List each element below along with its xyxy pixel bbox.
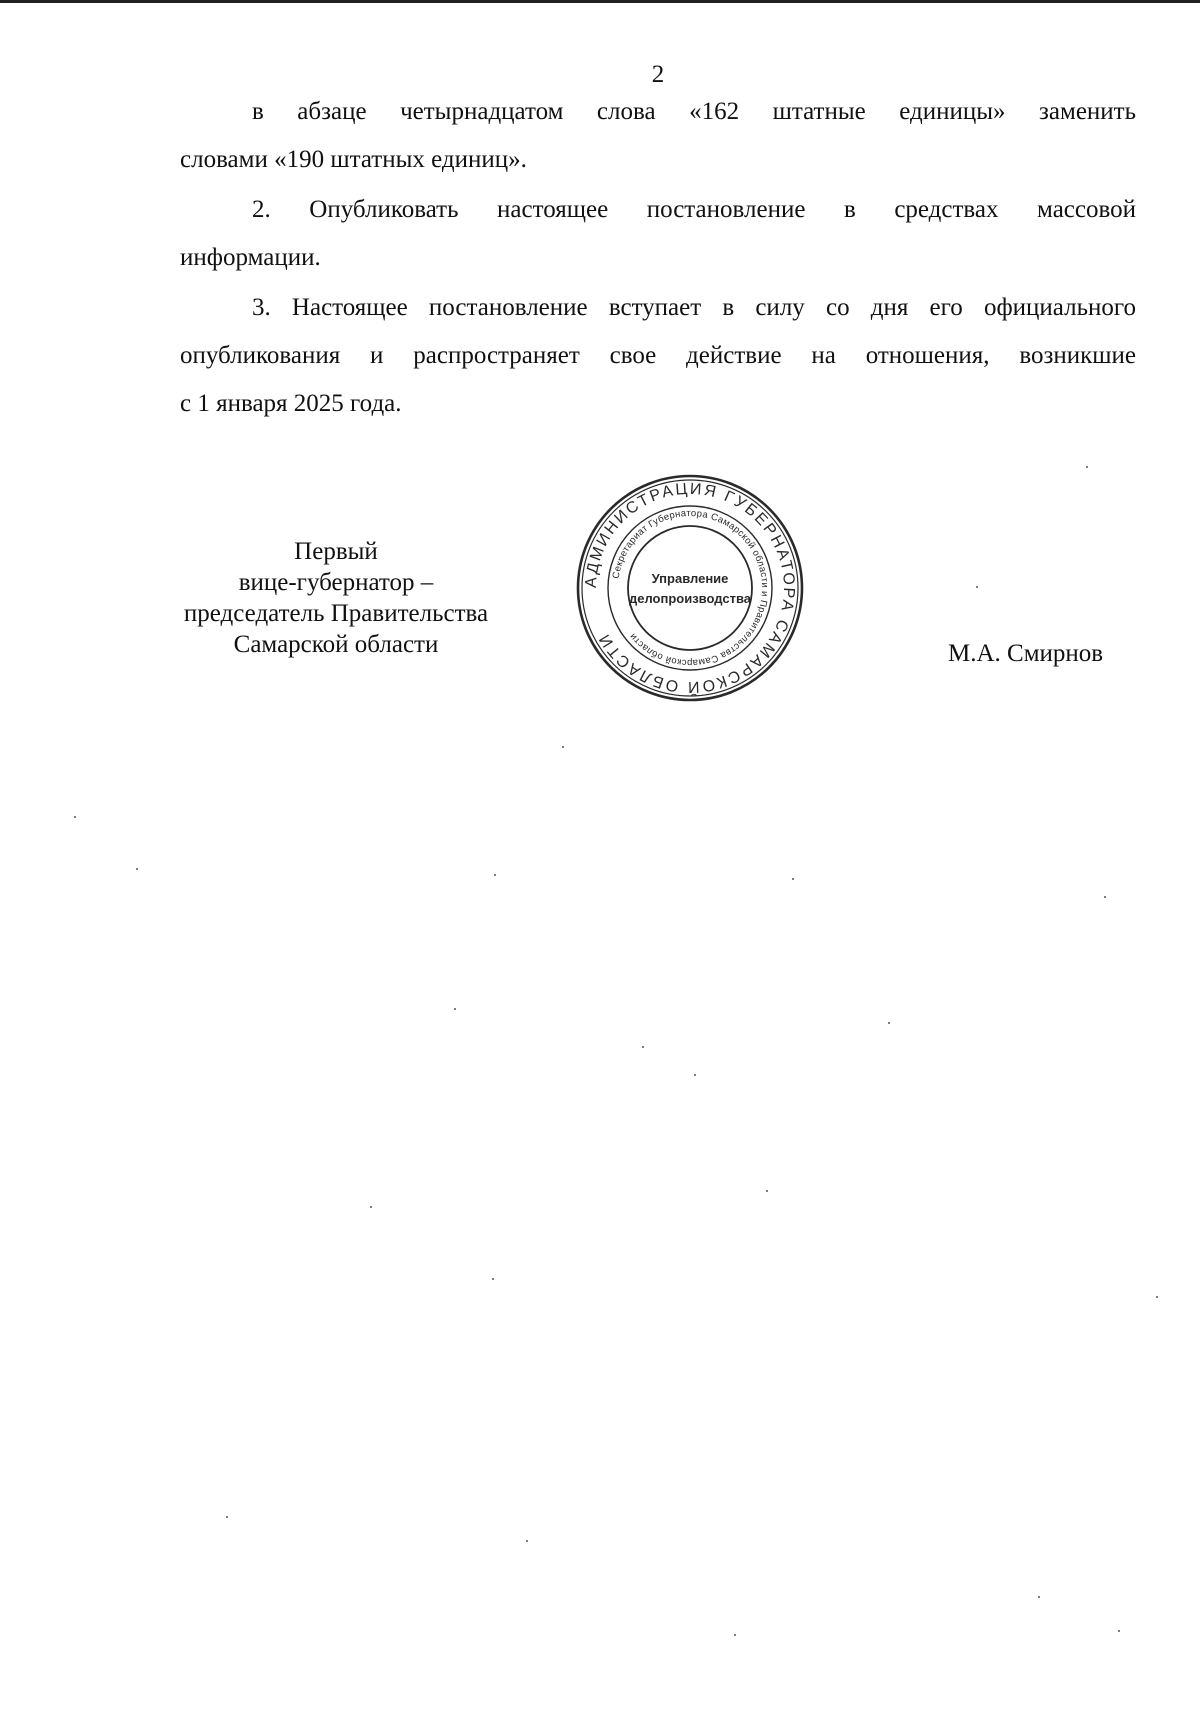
paragraph-line: 3. Настоящее постановление вступает в силу со дня его официального bbox=[252, 294, 1136, 321]
paragraph-amendment bbox=[180, 88, 1136, 184]
signatory-position-line: вице-губернатор – bbox=[238, 569, 434, 596]
scan-speck bbox=[1104, 896, 1106, 898]
scan-speck bbox=[1038, 1596, 1040, 1598]
scan-speck bbox=[888, 1022, 890, 1024]
scan-speck bbox=[734, 1634, 736, 1636]
signatory-position-line: Самарской области bbox=[233, 631, 439, 658]
scan-speck bbox=[766, 1190, 768, 1192]
paragraph-publication bbox=[180, 186, 1136, 282]
stamp-center-line: делопроизводства bbox=[628, 591, 752, 606]
signatory-position-line: председатель Правительства bbox=[183, 600, 489, 627]
stamp-inner-ring-text: Секретариат Губернатора Самарской области и Правительства Самарской области bbox=[610, 507, 771, 669]
top-border-line bbox=[0, 0, 1200, 3]
scan-speck bbox=[492, 1278, 494, 1280]
paragraph-line: в абзаце четырнадцатом слова «162 штатные единицы» заменить bbox=[252, 98, 1136, 125]
scan-speck bbox=[226, 1516, 228, 1518]
scan-speck bbox=[792, 878, 794, 880]
scan-speck bbox=[1086, 466, 1088, 468]
scan-speck bbox=[494, 874, 496, 876]
scan-speck bbox=[694, 1074, 696, 1076]
scan-speck bbox=[1156, 1296, 1158, 1298]
scan-speck bbox=[976, 586, 978, 588]
paragraph-line: 2. Опубликовать настоящее постановление в средствах массовой bbox=[252, 196, 1136, 223]
signatory-position-line: Первый bbox=[294, 538, 378, 565]
paragraph-line: словами «190 штатных единиц». bbox=[180, 146, 527, 173]
stamp-inner-ring bbox=[628, 526, 752, 650]
paragraph-line: опубликования и распространяет свое действие на отношения, возникшие bbox=[180, 342, 1136, 369]
stamp-outer-text: АДМИНИСТРАЦИЯ ГУБЕРНАТОРА САМАРСКОЙ ОБЛАСТИ bbox=[582, 480, 798, 696]
scan-speck bbox=[370, 1206, 372, 1208]
signatory-name: М.А. Смирнов bbox=[948, 640, 1104, 667]
scan-speck bbox=[74, 816, 76, 818]
paragraph-line: информации. bbox=[180, 244, 321, 271]
scan-speck bbox=[1118, 1630, 1120, 1632]
scan-speck bbox=[526, 1540, 528, 1542]
paragraph-line: с 1 января 2025 года. bbox=[180, 390, 402, 417]
stamp-center-line: Управление bbox=[651, 571, 729, 586]
scan-speck bbox=[136, 868, 138, 870]
signatory-position bbox=[150, 536, 522, 660]
scan-speck bbox=[642, 1046, 644, 1048]
paragraph-effective-date bbox=[180, 284, 1136, 428]
stamp-middle-ring bbox=[608, 506, 772, 670]
scan-speck bbox=[454, 1008, 456, 1010]
official-stamp bbox=[573, 471, 807, 705]
scan-speck bbox=[562, 746, 564, 748]
page-number: 2 bbox=[651, 61, 665, 88]
